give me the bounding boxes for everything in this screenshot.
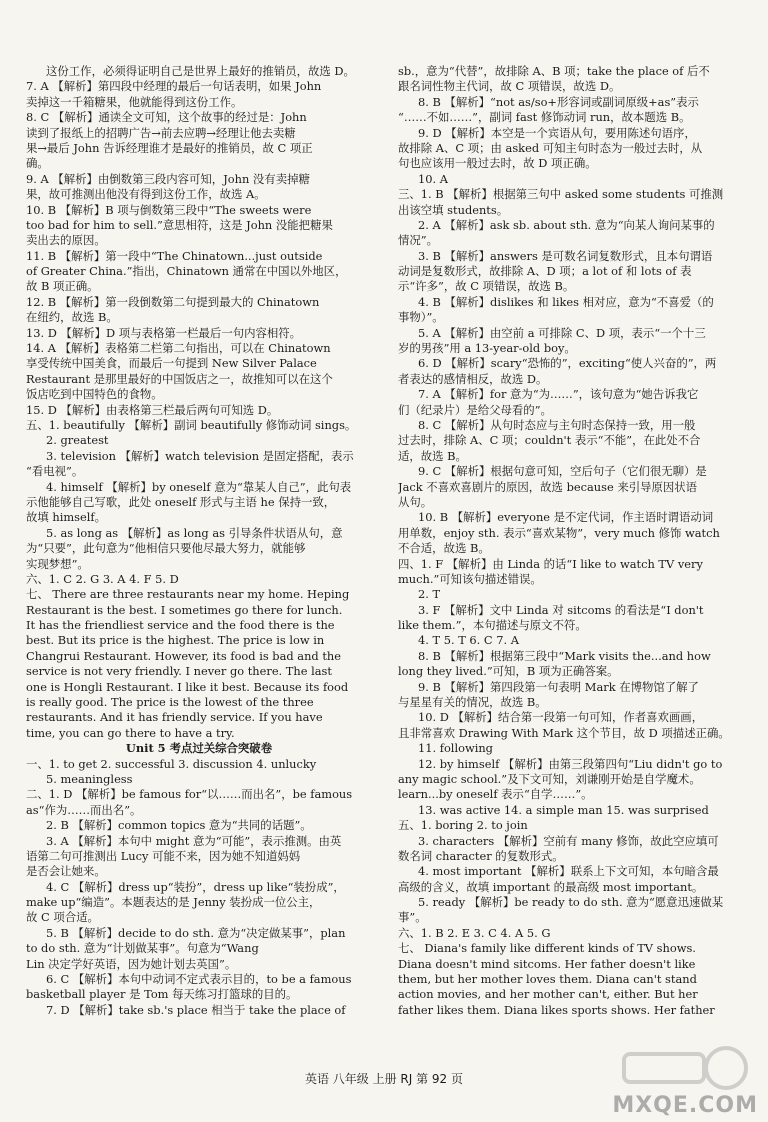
text-line: 七、 Diana's family like different kinds of TV shows. (398, 941, 696, 956)
text-line: service is not very friendly. I never go there. The last (26, 664, 332, 679)
text-line: 饭店吃到中国特色的食物。 (26, 387, 163, 402)
text-line: “看电视”。 (26, 464, 84, 479)
text-line: 7. A 【解析】第四段中经理的最后一句话表明，如果 John (26, 79, 322, 94)
text-line: 8. C 【解析】通读全文可知，这个故事的经过是：John (26, 110, 307, 125)
text-line: 9. A 【解析】由倒数第三段内容可知，John 没有卖掉糖 (26, 171, 310, 186)
text-line: action movies, and her mother can't, either. But her (398, 987, 698, 1002)
text-line: “……不如……”，副词 fast 修饰动词 run，故本题选 B。 (398, 110, 691, 125)
text-line: 四、1. F 【解析】由 Linda 的话“I like to watch TV very (398, 556, 703, 571)
text-line: make up“编造”。本题表达的是 Jenny 装扮成一位公主， (26, 895, 321, 910)
text-line: Lin 决定学好英语，因为她计划去英国”。 (26, 956, 237, 971)
text-line: 14. A 【解析】表格第二栏第二句指出，可以在 Chinatown (26, 341, 331, 356)
text-line: as“作为……而出名”。 (26, 802, 142, 817)
text-line: 5. B 【解析】decide to do sth. 意为“决定做某事”，plan (46, 925, 346, 940)
text-line: Unit 5 考点过关综合突破卷 (125, 741, 273, 756)
text-line: 高级的含义，故填 important 的最高级 most important。 (398, 879, 704, 894)
text-line: 3. characters 【解析】空前有 many 修饰，故此空应填可 (418, 833, 719, 848)
text-line: 9. D 【解析】本空是一个宾语从句，要用陈述句语序， (418, 125, 696, 140)
text-line: 11. following (418, 741, 493, 756)
text-line: 4. himself 【解析】by oneself 意为“靠某人自己”，此句表 (46, 479, 352, 494)
text-line: 从句。 (398, 494, 433, 509)
text-line: restaurants. And it has friendly service. If you have (26, 710, 323, 725)
text-line: Diana doesn't mind sitcoms. Her father doesn't like (398, 956, 696, 971)
text-line: 三、1. B 【解析】根据第三句中 asked some students 可推测 (398, 187, 724, 202)
text-line: father likes them. Diana likes sports shows. Her father (398, 1002, 715, 1017)
text-line: 3. B 【解析】answers 是可数名词复数形式，且本句谓语 (418, 248, 713, 263)
text-line: one is Hongli Restaurant. I like it best. Because its food (26, 679, 349, 694)
text-line: 五、1. beautifully 【解析】副词 beautifully 修饰动词 sings。 (26, 417, 357, 432)
text-line: It has the friendliest service and the food there is the (26, 618, 335, 633)
text-line: 六、1. B 2. E 3. C 4. A 5. G (398, 925, 551, 940)
text-line: basketball player 是 Tom 每天练习打篮球的目的。 (26, 987, 298, 1002)
text-line: 7. D 【解析】take sb.'s place 相当于 take the place of (46, 1002, 346, 1017)
text-line: 句也应该用一般过去时，故 D 项正确。 (398, 156, 597, 171)
text-line: 4. C 【解析】dress up“装扮”，dress up like“装扮成”， (46, 879, 345, 894)
text-line: 2. greatest (46, 433, 109, 448)
text-line: 六、1. C 2. G 3. A 4. F 5. D (26, 571, 179, 586)
text-line: Restaurant is the best. I sometimes go there for lunch. (26, 602, 343, 617)
text-line: 过去时，排除 A、C 项；couldn't 表示“不能”，在此处不合 (398, 433, 701, 448)
text-line: 示“许多”，故 C 项错误，故选 B。 (398, 279, 575, 294)
text-line: much.”可知该句描述错误。 (398, 571, 542, 586)
text-line: 5. meaningless (46, 771, 133, 786)
watermark-text: MXQE.COM (612, 1093, 758, 1118)
text-line: 8. B 【解析】根据第三段中“Mark visits the...and how (418, 648, 711, 663)
text-line: 不合适，故选 B。 (398, 541, 490, 556)
text-line: 12. B 【解析】第一段倒数第二句提到最大的 Chinatown (26, 294, 320, 309)
text-line: 二、1. D 【解析】be famous for“以……而出名”，be famous (26, 787, 353, 802)
text-line: 故填 himself。 (26, 510, 107, 525)
text-line: long they lived.”可知，B 项为正确答案。 (398, 664, 619, 679)
text-line: 七、 There are three restaurants near my home. Heping (26, 587, 350, 602)
text-line: 与星星有关的情况，故选 B。 (398, 695, 547, 710)
text-line: 11. B 【解析】第一段中“The Chinatown...just outside (26, 248, 323, 263)
text-line: like them.”，本句描述与原文不符。 (398, 618, 587, 633)
text-line: 故 B 项正确。 (26, 279, 99, 294)
text-line: 果，故可推测出他没有得到这份工作，故选 A。 (26, 187, 266, 202)
text-line: 实现梦想”。 (26, 556, 89, 571)
text-line: 跟名词性物主代词，故 C 项错误，故选 D。 (398, 79, 621, 94)
text-line: 2. A 【解析】ask sb. about sth. 意为“向某人询问某事的 (418, 217, 715, 232)
text-line: 用单数，enjoy sth. 表示“喜欢某物”，very much 修饰 watch (398, 525, 720, 540)
text-line: 15. D 【解析】由表格第三栏最后两句可知选 D。 (26, 402, 279, 417)
text-line: 这份工作，必须得证明自己是世界上最好的推销员，故选 D。 (46, 64, 355, 78)
text-line: 们（纪录片）是给父母看的”。 (398, 402, 552, 417)
text-line: 5. ready 【解析】be ready to do sth. 意为“愿意迅速做某 (418, 895, 724, 910)
text-line: 是否会让她来。 (26, 864, 106, 879)
text-line: 4. T 5. T 6. C 7. A (418, 633, 519, 648)
text-line: 7. A 【解析】for 意为“为……”，该句意为“她告诉我它 (418, 387, 699, 402)
text-line: 卖出去的原因。 (26, 233, 106, 248)
text-line: 4. most important 【解析】联系上下文可知，本句暗含最 (418, 864, 719, 879)
text-line: 读到了报纸上的招聘广告→前去应聘→经理让他去卖糖 (26, 125, 296, 140)
page-footer: 英语 八年级 上册 RJ 第 92 页 (304, 1072, 464, 1086)
text-line: 且非常喜欢 Drawing With Mark 这个节目，故 D 项描述正确。 (398, 725, 730, 740)
text-line: 6. C 【解析】本句中动词不定式表示目的，to be a famous (46, 972, 352, 987)
text-line: 者表达的感情相反，故选 D。 (398, 371, 548, 386)
text-line: 10. B 【解析】B 项与倒数第三段中“The sweets were (26, 202, 312, 217)
text-line: 一、1. to get 2. successful 3. discussion 4. unlucky (26, 756, 317, 771)
text-line: of Greater China.”指出，Chinatown 通常在中国以外地区， (26, 264, 347, 279)
text-line: sb.，意为“代替”，故排除 A、B 项；take the place of 后不 (398, 64, 710, 78)
text-line: 3. A 【解析】本句中 might 意为“可能”，表示推测。由英 (46, 833, 342, 848)
text-line: 数名词 character 的复数形式。 (398, 848, 564, 863)
text-line: 8. C 【解析】从句时态应与主句时态保持一致，用一般 (418, 417, 696, 432)
text-line: 在纽约，故选 B。 (26, 310, 118, 325)
text-line: 故排除 A、C 项；由 asked 可知主句时态为一般过去时，从 (398, 140, 703, 155)
text-line: 3. television 【解析】watch television 是固定搭配，表示 (46, 448, 354, 463)
text-line: 6. D 【解析】scary“恐怖的”，exciting“使人兴奋的”，两 (418, 356, 717, 371)
text-line: 8. B 【解析】“not as/so+形容词或副词原级+as”表示 (418, 94, 699, 109)
text-line: 情况”。 (398, 233, 438, 248)
text-line: 5. as long as 【解析】as long as 引导条件状语从句，意 (46, 525, 343, 540)
text-line: them, but her mother loves them. Diana can't stand (398, 972, 697, 987)
text-line: 4. B 【解析】dislikes 和 likes 相对应，意为“不喜爱（的 (418, 294, 714, 309)
text-line: 岁的男孩”用 a 13-year-old boy。 (398, 341, 576, 356)
text-line: 果→最后 John 告诉经理谁才是最好的推销员，故 C 项正 (26, 140, 313, 155)
text-line: 动词是复数形式，故排除 A、D 项；a lot of 和 lots of 表 (398, 264, 692, 279)
text-line: 10. D 【解析】结合第一段第一句可知，作者喜欢画画， (418, 710, 704, 725)
text-line: Changrui Restaurant. However, its food is bad and the (26, 648, 341, 663)
text-line: 5. A 【解析】由空前 a 可排除 C、D 项，表示“一个十三 (418, 325, 706, 340)
left-column (26, 64, 372, 1018)
text-line: 适，故选 B。 (398, 448, 467, 463)
text-line: 故 C 项合适。 (26, 910, 99, 925)
text-line: 事”。 (398, 910, 427, 925)
text-line: learn...by oneself 表示“自学……”。 (398, 787, 593, 802)
text-line: 3. F 【解析】文中 Linda 对 sitcoms 的看法是“I don't (418, 602, 704, 617)
text-line: any magic school.”及下文可知，刘谦刚开始是自学魔术。 (398, 771, 701, 786)
text-line: 2. B 【解析】common topics 意为“共同的话题”。 (46, 818, 312, 833)
text-line: 五、1. boring 2. to join (398, 818, 528, 833)
text-line: 示他能够自己写歌，此处 oneself 形式与主语 he 保持一致， (26, 494, 336, 509)
text-line: 13. D 【解析】D 项与表格第一栏最后一句内容相符。 (26, 325, 302, 340)
text-line: time, you can go there to have a try. (26, 725, 235, 740)
text-line: 10. B 【解析】everyone 是不定代词，作主语时谓语动词 (418, 510, 714, 525)
text-line: Jack 不喜欢喜剧片的原因，故选 because 来引导原因状语 (398, 479, 698, 494)
text-line: to do sth. 意为“计划做某事”。句意为“Wang (26, 941, 259, 956)
text-line: is really good. The price is the lowest of the three (26, 695, 314, 710)
text-line: 13. was active 14. a simple man 15. was surprised (418, 802, 709, 817)
text-line: 出该空填 students。 (398, 202, 509, 217)
text-line: 9. B 【解析】第四段第一句表明 Mark 在博物馆了解了 (418, 679, 699, 694)
text-line: 2. T (418, 587, 441, 602)
text-line: 事物）”。 (398, 310, 444, 325)
text-line: 9. C 【解析】根据句意可知，空后句子（它们很无聊）是 (418, 464, 707, 479)
text-line: Restaurant 是那里最好的中国饭店之一，故推知可以在这个 (26, 371, 333, 386)
text-line: 12. by himself 【解析】由第三段第四句“Liu didn't go to (418, 756, 723, 771)
text-line: 为“只要”，此句意为“他相信只要他尽最大努力，就能够 (26, 541, 306, 556)
text-line: 10. A (418, 171, 448, 186)
right-column (398, 64, 750, 1018)
text-line: best. But its price is the highest. The price is low in (26, 633, 325, 648)
text-line: 确。 (26, 156, 49, 171)
text-line: 享受传统中国美食，而最后一句提到 New Silver Palace (26, 356, 317, 371)
text-line: 语第二句可推测出 Lucy 可能不来，因为她不知道妈妈 (26, 848, 301, 863)
text-line: 卖掉这一千箱糖果，他就能得到这份工作。 (26, 94, 243, 109)
text-line: too bad for him to sell.”意思相符，这是 John 没能把糖果 (26, 217, 333, 232)
